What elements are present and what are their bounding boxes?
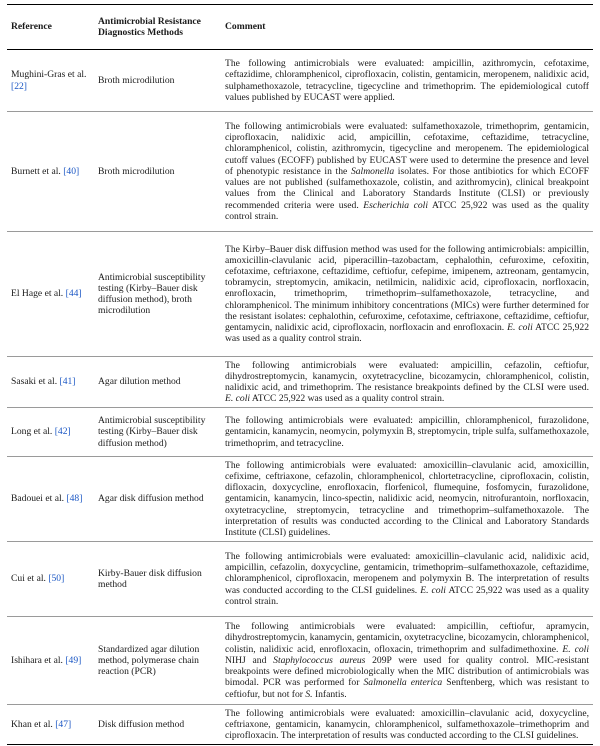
reference-name: Badouei et al. <box>11 493 65 505</box>
reference-name: El Hage et al. <box>11 288 64 300</box>
reference-name: Long et al. <box>11 426 53 438</box>
citation-link[interactable]: [40] <box>63 165 80 177</box>
citation-link[interactable]: [47] <box>55 718 72 730</box>
comment-cell: The following antimicrobials were evaluated: amoxicillin–clavulanic acid, nalidixic acid, ampicillin, cefazolin, doxycycline, gentamicin, trimethoprim–sulfamethoxazole, ceftazidime, chloramphenicol, ciprofloxacin, meropenem and polymyxin B. The interpretation of results was conducted according to the CLSI guidelines. E. coli ATCC 25,922 was used as a quality control strain. <box>225 550 589 607</box>
method-cell: Disk diffusion method <box>98 718 185 730</box>
citation-link[interactable]: [49] <box>65 654 82 666</box>
comment-cell: The following antimicrobials were evaluated: ampicillin, ceftiofur, apramycin, dihydrostreptomycin, kanamycin, gentamicin, oxytetracycline, bicozamycin, chloramphenicol, colistin, nalidixic acid, enrofloxacin, ofloxacin, trimethoprim and sulfadimethoxine. E. coli NIHJ and Staphylococcus aureus 209P were used for quality control. MIC-resistant breakpoints were defined microbiologically when the MIC distribution of antimicrobials was bimodal. PCR was performed for Salmonella enterica Senftenberg, which was resistant to ceftiofur, but not for S. Infantis. <box>225 621 590 700</box>
method-cell: Standardized agar dilution method, polymerase chain reaction (PCR) <box>98 643 200 678</box>
citation-link[interactable]: [44] <box>65 288 82 300</box>
reference-cell <box>7 408 94 457</box>
reference-cell <box>7 705 94 745</box>
reference-cell <box>7 50 94 112</box>
method-cell: Agar disk diffusion method <box>98 493 204 505</box>
italic-species: Staphylococcus aureus <box>273 654 366 666</box>
italic-species: E. coli <box>507 322 533 333</box>
italic-species: Salmonella enterica <box>363 677 443 689</box>
comment-cell: The following antimicrobials were evaluated: ampicillin, azithromycin, cefotaxime, ceftazidime, chloramphenicol, ciprofloxacin, colistin, gentamicin, meropenem, nalidixic acid, sulphamethoxazole, tetracycline, tigecycline and trimethoprim. The epidemiological cutoff values published by EUCAST were applied. <box>225 58 589 103</box>
citation-link[interactable]: [50] <box>48 573 65 585</box>
comment-cell: The following antimicrobials were evaluated: amoxicillin–clavulanic acid, amoxicillin, cefixime, ceftriaxone, cefazolin, chloramphenicol, chlortetracycline, ciprofloxacin, colistin, difloxacin, doxycycline, enrofloxacin, florfenicol, flumequine, fosfomycin, furazolidone, gentamicin, kanamycin, linco-spectin, nalidixic acid, neomycin, nitrofurantoin, norfloxacin, oxytetracycline, streptomycin, tetracycline and trimethoprim–sulfamethoxazole. The interpretation of results was conducted according to the Clinical and Laboratory Standards Institute (CLSI) guidelines. <box>225 459 589 538</box>
italic-species: E. coli <box>225 393 251 405</box>
reference-name: Khan et al. <box>11 718 53 730</box>
table-row <box>7 408 593 457</box>
table-row <box>7 357 593 408</box>
method-cell: Broth microdilution <box>98 165 175 177</box>
comment-cell: The Kirby–Bauer disk diffusion method was used for the following antimicrobials: ampicillin, amoxicillin-clavulanic acid, piperacillin–tazobactam, cephalothin, cefuroxime, cefoxitin, cefotaxime, ceftriaxone, ceftazidime, ceftiofur, cefepime, imipenem, aztreonam, gentamycin, tobramycin, streptomycin, amikacin, netilmicin, nalidixic acid, ciprofloxacin, norfloxacin, enrofloxacin, trimethoprim, trimethoprim–sulfamethoxazole, tetracycline, and chloramphenicol. The minimum inhibitory concentrations (MICs) were further determined for the resistant isolates: cephalothin, cefuroxime, cefotaxime, ceftriaxone, ceftazidime, ceftiofur, gentamycin, nalidixic acid, ciprofloxacin, norfloxacin and enrofloxacin. E. coli ATCC 25,922 was used as a quality control strain. <box>225 243 589 345</box>
reference-cell <box>7 112 94 232</box>
reference-cell <box>7 357 94 408</box>
comment-cell: The following antimicrobials were evaluated: ampicillin, cefazolin, ceftiofur, dihydrostreptomycin, kanamycin, oxytetracycline, bicozamycin, chloramphenicol, colistin, nalidixic acid, and trimethoprim. The resistance breakpoints defined by the CLSI were used. E. coli ATCC 25,922 was used as a quality control strain. <box>225 359 589 405</box>
reference-name: Sasaki et al. <box>11 376 58 388</box>
table-row <box>7 705 593 745</box>
citation-link[interactable]: [22] <box>11 80 27 92</box>
reference-cell <box>7 457 94 542</box>
table-header <box>7 5 593 50</box>
document-page <box>7 4 593 745</box>
table-row <box>7 232 593 357</box>
table-row <box>7 617 593 705</box>
reference-cell <box>7 542 94 617</box>
comment-cell: The following antimicrobials were evaluated: amoxicillin–clavulanic acid, doxycycline, ceftriaxone, gentamicin, kanamycin, chloramphenicol, sulfamethoxazole–trimethoprim and ciprofloxacin. The interpretation of results was conducted according to the CLSI guidelines. <box>225 707 589 742</box>
reference-name: Burnett et al. <box>11 165 61 177</box>
reference-cell <box>7 617 94 705</box>
citation-link[interactable]: [41] <box>59 376 76 388</box>
method-cell: Antimicrobial susceptibility testing (Kirby–Bauer disk diffusion method), broth microdilution <box>98 271 206 317</box>
italic-genus: S. <box>305 688 313 700</box>
citation-link[interactable]: [42] <box>54 426 71 438</box>
table-row <box>7 457 593 542</box>
method-cell: Kirby-Bauer disk diffusion method <box>98 567 202 590</box>
method-cell: Agar dilution method <box>98 376 181 388</box>
header-comment: Comment <box>225 21 266 33</box>
italic-species: Escherichia coli <box>363 199 429 211</box>
italic-species: E. coli <box>420 584 446 596</box>
italic-species: E. coli <box>562 643 589 655</box>
citation-link[interactable]: [48] <box>66 493 83 505</box>
table-row <box>7 112 593 232</box>
reference-name: Ishihara et al. <box>11 654 63 666</box>
comment-cell: The following antimicrobials were evaluated: sulfamethoxazole, trimethoprim, gentamicin, ciprofloxacin, nalidixic acid, ampicillin, cefotaxime, ceftazidime, tetracycline, chloramphenicol, colistin, azithromycin, tigecycline and meropenem. The epidemiological cutoff values (ECOFF) published by EUCAST were used to determine the presence and level of phenotypic resistance in the Salmonella isolates. For those antibiotics for which ECOFF values are not published (sulfamethoxazole, colistin, and azithromycin), clinical breakpoint values from the Clinical and Laboratory Standards Institute (CLSI) or previously recommended criteria were used. Escherichia coli ATCC 25,922 was used as the quality control strain. <box>225 121 589 222</box>
header-method: Antimicrobial Resistance Diagnostics Methods <box>98 15 201 38</box>
table-row <box>7 542 593 617</box>
comment-cell: The following antimicrobials were evaluated: ampicillin, chloramphenicol, furazolidone, gentamicin, kanamycin, neomycin, polymyxin B, streptomycin, triple sulfa, sulfamethoxazole, trimethoprim, and tetracycline. <box>225 415 589 449</box>
reference-cell <box>7 232 94 357</box>
header-reference: Reference <box>11 21 52 33</box>
reference-name: Cui et al. <box>11 573 46 585</box>
table-row <box>7 50 593 112</box>
reference-name: Mughini-Gras et al. <box>11 69 87 81</box>
table-body <box>7 50 593 745</box>
method-cell: Antimicrobial susceptibility testing (Kirby–Bauer disk diffusion method) <box>98 415 206 449</box>
method-cell: Broth microdilution <box>98 74 175 86</box>
antimicrobial-methods-table <box>7 4 593 745</box>
italic-genus: Salmonella <box>350 165 395 177</box>
